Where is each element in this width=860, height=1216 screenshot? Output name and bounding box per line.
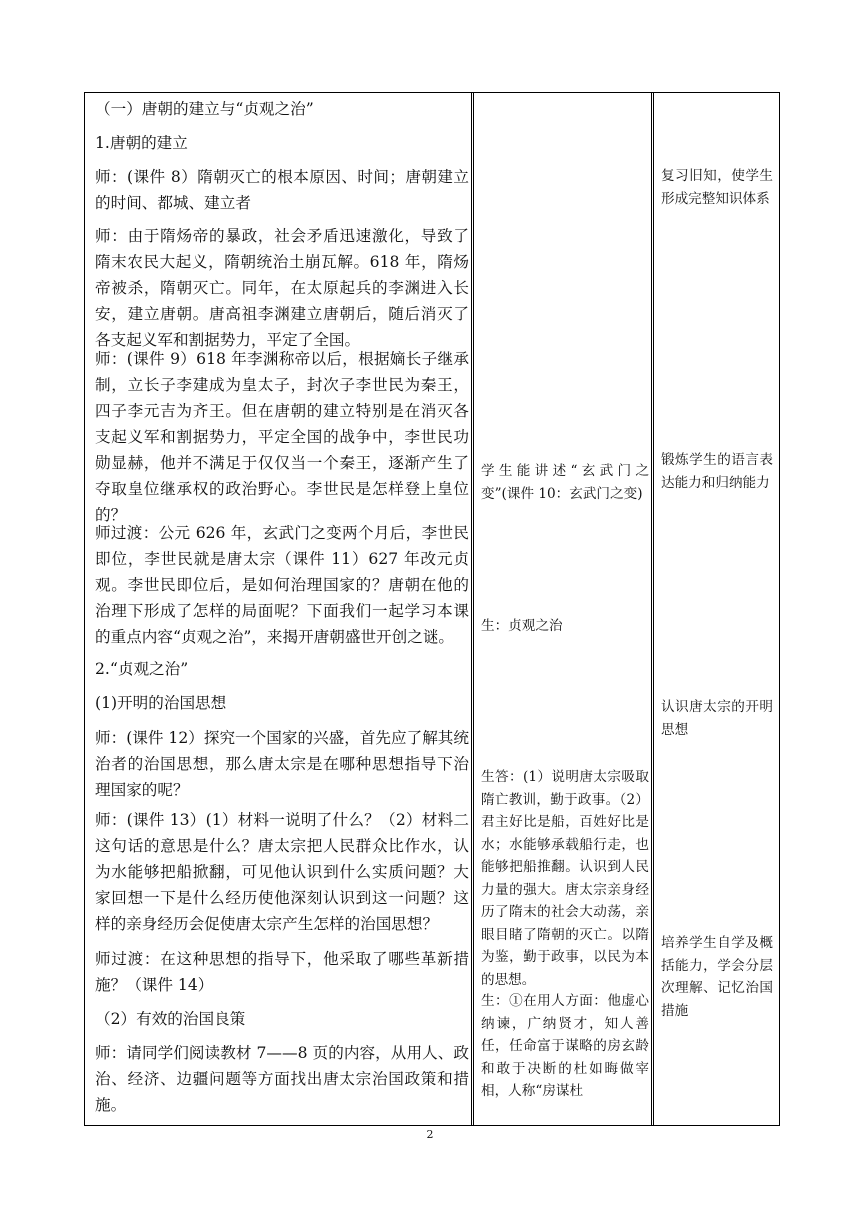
paragraph: 师：(课件 8）隋朝灭亡的根本原因、时间；唐朝建立的时间、都城、建立者	[95, 168, 469, 212]
student-note: 生答：(1）说明唐太宗吸取隋亡教训，勤于政事。（2）君主好比是船，百姓好比是水；水能够承载船行走，也能够把船推翻。认识到人民力量的强大。唐太宗亲身经历了隋末的社会大动荡，亲眼目睹了隋朝的灭亡。以隋为鉴，勤于政事，以民为本的思想。	[481, 769, 649, 988]
section-heading: （一）唐朝的建立与“贞观之治”	[95, 100, 314, 118]
paragraph: 师：(课件 12）探究一个国家的兴盛，首先应了解其统治者的治国思想，那么唐太宗是在哪种思想指导下治理国家的呢？	[95, 729, 469, 799]
student-note: 生：贞观之治	[481, 618, 563, 634]
paragraph: 师过渡：公元 626 年，玄武门之变两个月后，李世民即位，李世民就是唐太宗（课件 11）627 年改元贞观。李世民即位后，是如何治理国家的？唐朝在他的治理下形成了怎样的局面呢？下面我们一起学习本课的重点内容“贞观之治”，来揭开唐朝盛世开创之谜。	[95, 524, 469, 646]
paragraph: 师过渡：在这种思想的指导下，他采取了哪些革新措施？（课件 14）	[95, 950, 469, 994]
intent-note: 复习旧知，使学生形成完整知识体系	[661, 168, 773, 207]
subsection-heading: 1.唐朝的建立	[95, 134, 188, 152]
paragraph: 师：请同学们阅读教材 7——8 页的内容，从用人、政治、经济、边疆问题等方面找出唐太宗治国政策和措施。	[95, 1044, 469, 1114]
subsection-heading: （2）有效的治国良策	[95, 1010, 246, 1028]
intent-note: 认识唐太宗的开明思想	[661, 699, 773, 738]
subsection-heading: (1)开明的治国思想	[95, 694, 227, 712]
lesson-plan-table	[84, 92, 780, 1126]
intent-note: 培养学生自学及概括能力，学会分层次理解、记忆治国措施	[661, 935, 773, 1019]
intent-note: 锻炼学生的语言表达能力和归纳能力	[661, 452, 773, 491]
student-note: 学生能讲述“玄武门之变”(课件 10：玄武门之变)	[481, 463, 649, 502]
paragraph: 师：(课件 13）(1）材料一说明了什么？（2）材料二这句话的意思是什么？唐太宗把人民群众比作水，认为水能够把船掀翻，可见他认识到什么实质问题？大家回想一下是什么经历使他深刻认识到这一问题？这样的亲身经历会促使唐太宗产生怎样的治国思想？	[95, 811, 469, 933]
paragraph: 师：(课件 9）618 年李渊称帝以后，根据嫡长子继承制，立长子李建成为皇太子，封次子李世民为秦王，四子李元吉为齐王。但在唐朝的建立特别是在消灭各支起义军和割据势力，平定全国的战争中，李世民功勋显赫，他并不满足于仅仅当一个秦王，逐渐产生了夺取皇位继承权的政治野心。李世民是怎样登上皇位的？	[95, 350, 469, 524]
paragraph: 师：由于隋炀帝的暴政，社会矛盾迅速激化，导致了隋末农民大起义，隋朝统治土崩瓦解。618 年，隋炀帝被杀，隋朝灭亡。同年，在太原起兵的李渊进入长安，建立唐朝。唐高祖李渊建立唐朝后，随后消灭了各支起义军和割据势力，平定了全国。	[95, 227, 469, 349]
subsection-heading: 2.“贞观之治”	[95, 660, 189, 678]
column-divider	[471, 93, 474, 1125]
column-divider	[651, 93, 654, 1125]
student-note: 生：①在用人方面：他虚心纳谏，广纳贤才，知人善任，任命富于谋略的房玄龄和敢于决断的杜如晦做宰相，人称“房谋杜	[481, 993, 649, 1099]
page-number: 2	[426, 1128, 434, 1141]
